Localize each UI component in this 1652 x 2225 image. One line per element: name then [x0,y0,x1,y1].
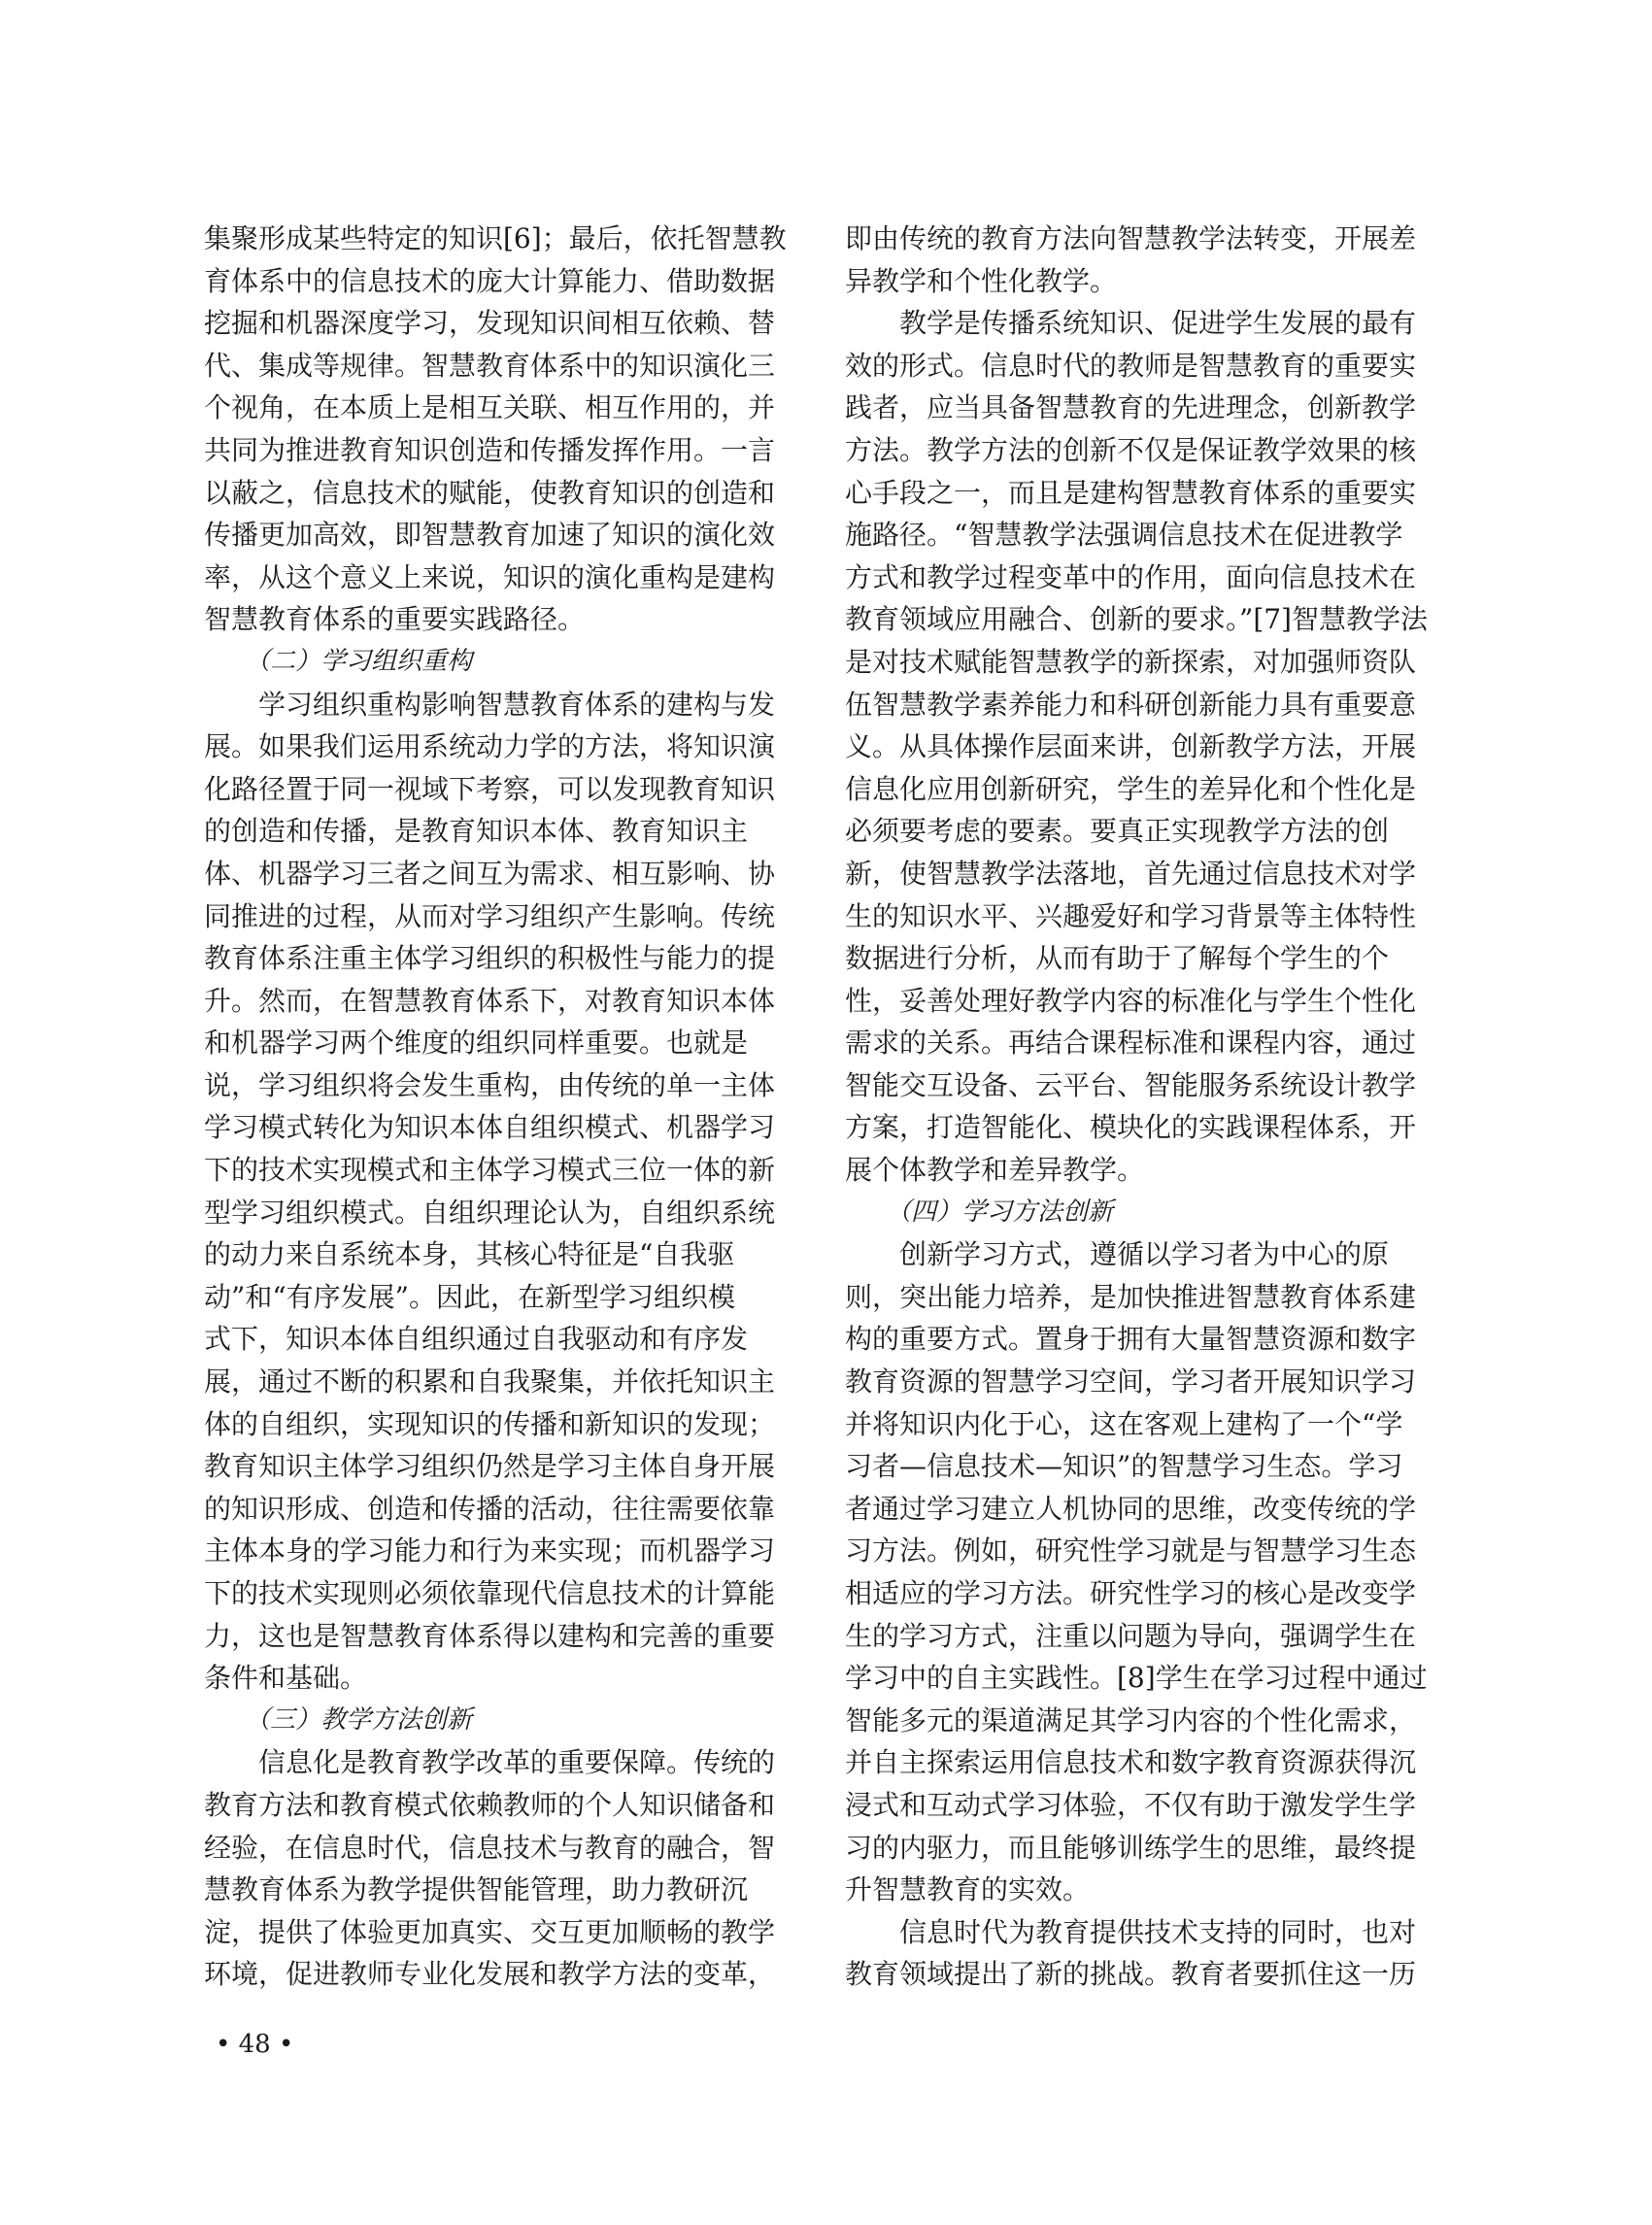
text-line: 教育领域应用融合、创新的要求。”[7]智慧教学法 [845,603,1428,636]
text-line: 并自主探索运用信息技术和数字教育资源获得沉 [845,1746,1417,1779]
text-line: 学习组织重构影响智慧教育体系的建构与发 [258,688,776,721]
section-heading: （三）教学方法创新 [245,1704,473,1735]
text-line: 经验，在信息时代，信息技术与教育的融合，智 [204,1831,776,1864]
text-line: 数据进行分析，从而有助于了解每个学生的个 [845,942,1390,975]
text-line: 环境，促进教师专业化发展和教学方法的变革， [204,1958,776,1991]
text-line: 习的内驱力，而且能够训练学生的思维，最终提 [845,1831,1417,1864]
text-line: 的知识形成、创造和传播的活动，往往需要依靠 [204,1492,776,1525]
text-line: 下的技术实现则必须依靠现代信息技术的计算能 [204,1577,776,1609]
text-line: 体的自组织，实现知识的传播和新知识的发现； [204,1407,776,1440]
text-line: 智慧教育体系的重要实践路径。 [204,603,586,636]
text-line: 生的学习方式，注重以问题为导向，强调学生在 [845,1619,1417,1652]
text-line: 慧教育体系为教学提供智能管理，助力教研沉 [204,1873,749,1906]
text-line: 方案，打造智能化、模块化的实践课程体系，开 [845,1111,1417,1144]
left-column [204,218,796,1996]
text-line: 教育领域提出了新的挑战。教育者要抓住这一历 [845,1958,1417,1991]
page-number: • 48 • [216,2030,294,2059]
text-line: 化路径置于同一视域下考察，可以发现教育知识 [204,772,776,805]
text-line: 展个体教学和差异教学。 [845,1154,1145,1187]
text-line: 升智慧教育的实效。 [845,1873,1091,1906]
text-line: 学习中的自主实践性。[8]学生在学习过程中通过 [845,1662,1428,1695]
text-line: 信息时代为教育提供技术支持的同时，也对 [899,1915,1417,1948]
text-line: 动”和“有序发展”。因此，在新型学习组织模 [204,1280,735,1313]
text-line: 说，学习组织将会发生重构，由传统的单一主体 [204,1068,776,1101]
text-line: 教育知识主体学习组织仍然是学习主体自身开展 [204,1450,776,1483]
text-line: 挖掘和机器深度学习，发现知识间相互依赖、替 [204,307,776,340]
text-line: 教育资源的智慧学习空间，学习者开展知识学习 [845,1365,1417,1399]
text-line: 即由传统的教育方法向智慧教学法转变，开展差 [845,222,1417,254]
text-line: 条件和基础。 [204,1662,368,1695]
text-line: 施路径。“智慧教学法强调信息技术在促进教学 [845,519,1403,552]
text-line: 相适应的学习方法。研究性学习的核心是改变学 [845,1577,1417,1609]
text-line: 信息化应用创新研究，学生的差异化和个性化是 [845,772,1417,805]
text-line: 浸式和互动式学习体验，不仅有助于激发学生学 [845,1788,1417,1821]
text-line: 并将知识内化于心，这在客观上建构了一个“学 [845,1407,1403,1440]
text-line: 心手段之一，而且是建构智慧教育体系的重要实 [845,476,1417,509]
text-line: 性，妥善处理好教学内容的标准化与学生个性化 [845,984,1417,1017]
text-line: 习者—信息技术—知识”的智慧学习生态。学习 [845,1450,1403,1483]
text-line: 效的形式。信息时代的教师是智慧教育的重要实 [845,349,1417,382]
text-line: 异教学和个性化教学。 [845,264,1118,297]
text-line: 的动力来自系统本身，其核心特征是“自我驱 [204,1238,735,1271]
text-line: 展。如果我们运用系统动力学的方法，将知识演 [204,730,776,763]
text-line: 传播更加高效，即智慧教育加速了知识的演化效 [204,519,776,552]
text-line: 同推进的过程，从而对学习组织产生影响。传统 [204,899,776,932]
text-line: 的创造和传播，是教育知识本体、教育知识主 [204,815,749,848]
text-line: 以蔽之，信息技术的赋能，使教育知识的创造和 [204,476,776,509]
text-line: 义。从具体操作层面来讲，创新教学方法，开展 [845,730,1417,763]
text-line: 集聚形成某些特定的知识[6]；最后，依托智慧教 [204,222,787,254]
text-line: 新，使智慧教学法落地，首先通过信息技术对学 [845,857,1417,890]
text-line: 下的技术实现模式和主体学习模式三位一体的新 [204,1154,776,1187]
text-line: 淀，提供了体验更加真实、交互更加顺畅的教学 [204,1915,776,1948]
text-line: 代、集成等规律。智慧教育体系中的知识演化三 [204,349,776,382]
text-line: 信息化是教育教学改革的重要保障。传统的 [258,1746,776,1779]
text-line: 展，通过不断的积累和自我聚集，并依托知识主 [204,1365,776,1399]
text-line: 个视角，在本质上是相互关联、相互作用的，并 [204,391,776,424]
text-line: 方法。教学方法的创新不仅是保证教学效果的核 [845,433,1417,466]
right-column [845,218,1437,1996]
text-line: 教育体系注重主体学习组织的积极性与能力的提 [204,942,776,975]
text-line: 必须要考虑的要素。要真正实现教学方法的创 [845,815,1390,848]
text-line: 是对技术赋能智慧教学的新探索，对加强师资队 [845,645,1417,678]
section-heading: （二）学习组织重构 [245,646,473,676]
text-line: 式下，知识本体自组织通过自我驱动和有序发 [204,1323,749,1356]
text-line: 率，从这个意义上来说，知识的演化重构是建构 [204,560,776,593]
text-line: 方式和教学过程变革中的作用，面向信息技术在 [845,560,1417,593]
text-line: 型学习组织模式。自组织理论认为，自组织系统 [204,1196,776,1229]
text-line: 需求的关系。再结合课程标准和课程内容，通过 [845,1027,1417,1060]
text-line: 教育方法和教育模式依赖教师的个人知识储备和 [204,1788,776,1821]
text-line: 践者，应当具备智慧教育的先进理念，创新教学 [845,391,1417,424]
text-line: 者通过学习建立人机协同的思维，改变传统的学 [845,1492,1417,1525]
text-line: 共同为推进教育知识创造和传播发挥作用。一言 [204,433,776,466]
text-line: 和机器学习两个维度的组织同样重要。也就是 [204,1027,749,1060]
text-line: 创新学习方式，遵循以学习者为中心的原 [899,1238,1390,1271]
text-line: 学习模式转化为知识本体自组织模式、机器学习 [204,1111,776,1144]
text-line: 智能交互设备、云平台、智能服务系统设计教学 [845,1068,1417,1101]
text-line: 生的知识水平、兴趣爱好和学习背景等主体特性 [845,899,1417,932]
text-line: 则，突出能力培养，是加快推进智慧教育体系建 [845,1280,1417,1313]
text-line: 育体系中的信息技术的庞大计算能力、借助数据 [204,264,776,297]
text-line: 升。然而，在智慧教育体系下，对教育知识本体 [204,984,776,1017]
text-line: 力，这也是智慧教育体系得以建构和完善的重要 [204,1619,776,1652]
text-line: 体、机器学习三者之间互为需求、相互影响、协 [204,857,776,890]
text-line: 智能多元的渠道满足其学习内容的个性化需求， [845,1703,1417,1736]
text-line: 构的重要方式。置身于拥有大量智慧资源和数字 [845,1323,1417,1356]
text-line: 教学是传播系统知识、促进学生发展的最有 [899,307,1417,340]
text-line: 习方法。例如，研究性学习就是与智慧学习生态 [845,1534,1417,1568]
text-line: 主体本身的学习能力和行为来实现；而机器学习 [204,1534,776,1568]
section-heading: （四）学习方法创新 [886,1197,1114,1227]
text-line: 伍智慧教学素养能力和科研创新能力具有重要意 [845,688,1417,721]
